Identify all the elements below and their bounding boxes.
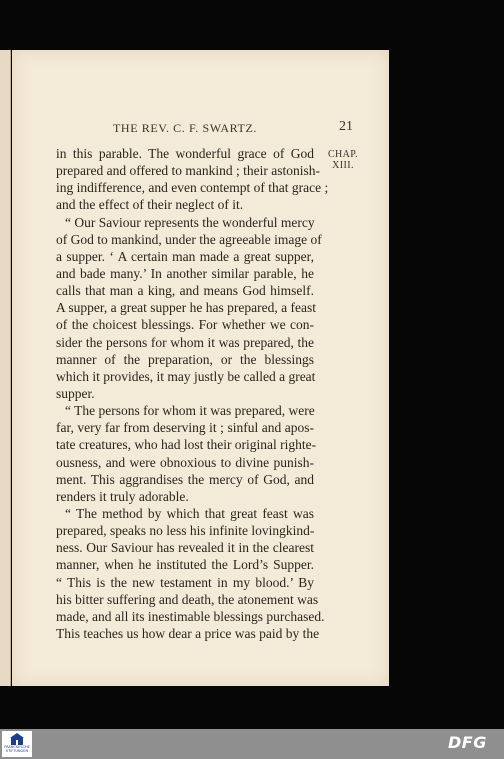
logo-text-line: FRANCKESCHE [4, 745, 30, 749]
text-line: prepared, speaks no less his infinite lovingkind- [56, 523, 315, 539]
dfg-logo[interactable]: DFG [448, 733, 487, 752]
text-line: supper. [56, 385, 95, 401]
page-number: 21 [339, 119, 353, 134]
francke-foundation-logo[interactable] [2, 731, 32, 757]
margin-note-numeral: XIII. [332, 160, 354, 171]
text-line: a supper. ‘ A certain man made a great supper, [56, 248, 314, 264]
body-text [56, 145, 329, 642]
viewer-footer-bar [0, 729, 504, 759]
text-line: his bitter suffering and death, the atonement was [56, 591, 319, 607]
text-line: ness. Our Saviour has revealed it in the clearest [56, 540, 314, 556]
text-line: A supper, a great supper he has prepared, a feast [56, 300, 316, 316]
text-line: and bade many.’ In another similar parable, he [56, 265, 314, 281]
text-line: sider the persons for whom it was prepared, the [56, 334, 314, 350]
text-line: This teaches us how dear a price was paid by the [56, 625, 320, 641]
text-line: ment. This aggrandises the mercy of God, and [56, 471, 314, 487]
margin-note-chap: CHAP. [327, 149, 359, 160]
text-line: ousness, and were obnoxious to divine punish- [56, 454, 314, 470]
text-line: calls that man a king, and means God himself. [56, 283, 314, 299]
text-line: of the choicest blessings. For whether we con- [56, 317, 314, 333]
text-line: manner, when he instituted the Lord’s Supper. [56, 557, 314, 573]
francke-foundation-emblem-icon [10, 733, 24, 745]
text-line: of God to mankind, under the agreeable image of [56, 231, 322, 247]
logo-text-line: STIFTUNGEN [5, 749, 29, 753]
text-line: “ The method by which that great feast was [65, 505, 314, 521]
text-line: in this parable. The wonderful grace of God [56, 146, 314, 161]
text-line: far, very far from deserving it ; sinful and apos- [56, 420, 314, 436]
text-line: “ The persons for whom it was prepared, were [65, 403, 315, 419]
text-line: and the effect of their neglect of it. [56, 197, 244, 213]
facing-page-edge [0, 50, 11, 686]
text-line: renders it truly adorable. [56, 488, 189, 504]
text-line: “ Our Saviour represents the wonderful mercy [65, 214, 315, 230]
chapter-margin-note [320, 149, 366, 171]
text-line: ing indifference, and even contempt of that grace ; [56, 180, 329, 196]
text-line: made, and all its inestimable blessings purchased. [56, 608, 325, 624]
running-head: THE REV. C. F. SWARTZ. [113, 121, 257, 135]
text-line: manner of the preparation, or the blessings [56, 351, 314, 367]
text-line: “ This is the new testament in my blood.’ By [56, 574, 314, 590]
text-line: tate creatures, who had lost their original righte- [56, 437, 317, 453]
text-line: which it provides, it may justly be called a great [56, 368, 316, 384]
text-line: prepared and offered to mankind ; their astonish- [56, 163, 321, 179]
